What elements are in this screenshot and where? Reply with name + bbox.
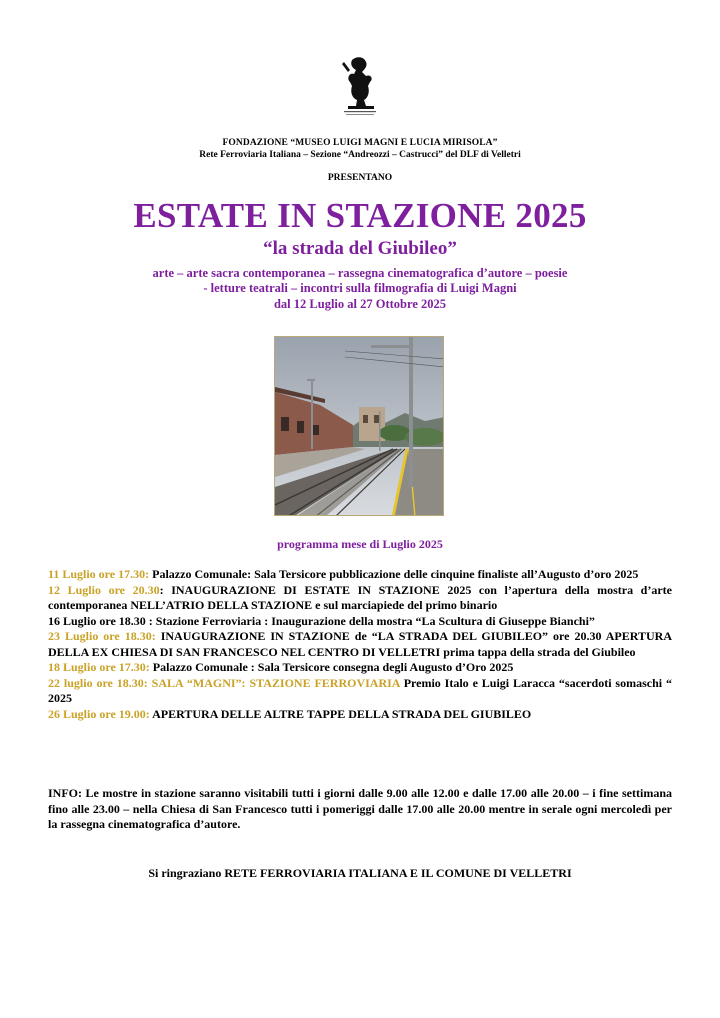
list-item — [48, 614, 672, 630]
station-photo — [274, 336, 444, 516]
event-title: ESTATE IN STAZIONE 2025 — [133, 196, 587, 235]
event-text: Premio Italo e Luigi Laracca “sacerdoti somaschi “ 2025 — [48, 675, 672, 705]
event-date: 26 Luglio ore 19.00: — [48, 706, 150, 721]
list-item — [48, 676, 672, 707]
list-item — [48, 629, 672, 660]
statue-logo-icon — [330, 52, 390, 118]
program-list — [48, 567, 672, 722]
event-subtitle: “la strada del Giubileo” — [263, 238, 457, 259]
event-text: APERTURA DELLE ALTRE TAPPE DELLA STRADA DEL GIUBILEO — [149, 706, 532, 721]
event-date: 18 Luglio ore 17.30: — [48, 660, 150, 674]
organizer-line-2: Rete Ferroviaria Italiana – Sezione “Andreozzi – Castrucci” del DLF di Velletri — [199, 150, 521, 160]
event-text: : INAUGURAZIONE DI ESTATE IN STAZIONE 2025 con l’apertura della mostra d’arte contemporanea NELL’ATRIO DELLA STAZIONE e sul marciapiede del primo binario — [48, 582, 672, 612]
event-description-line-2: - letture teatrali – incontri sulla filmografia di Luigi Magni — [203, 281, 517, 295]
event-date: 22 luglio ore 18.30: SALA “MAGNI”: STAZIONE FERROVIARIA — [48, 675, 400, 690]
event-text: 16 Luglio ore 18.30 : Stazione Ferroviaria : Inaugurazione della mostra “La Scultura di Giuseppe Bianchi” — [48, 613, 595, 628]
event-date: 11 Luglio ore 17.30: — [48, 567, 150, 581]
event-date: 23 Luglio ore 18.30: — [48, 629, 156, 643]
event-dates: dal 12 Luglio al 27 Ottobre 2025 — [273, 297, 446, 311]
list-item — [48, 660, 672, 676]
list-item — [48, 567, 672, 583]
program-title: programma mese di Luglio 2025 — [277, 537, 443, 551]
event-description-line-1: arte – arte sacra contemporanea – rassegna cinematografica d’autore – poesie — [152, 266, 568, 280]
foundation-logo — [326, 50, 394, 120]
event-text: Palazzo Comunale : Sala Tersicore consegna degli Augusto d’Oro 2025 — [149, 660, 514, 674]
organizer-line-1: FONDAZIONE “MUSEO LUIGI MAGNI E LUCIA MIRISOLA” — [222, 138, 498, 148]
event-text: Palazzo Comunale: Sala Tersicore pubblicazione delle cinquine finaliste all’Augusto d’oro 2025 — [149, 567, 639, 581]
event-date: 12 Luglio ore 20.30 — [48, 582, 160, 597]
info-paragraph: INFO: Le mostre in stazione saranno visitabili tutti i giorni dalle 9.00 alle 12.00 e dalle 17.00 alle 20.00 – i fine settimana fino alle 23.00 – nella Chiesa di San Francesco tutti i pomeriggi dalle 17.00 alle 20.00 mentre in serale ogni mercoledì per la rassegna cinematografica d’autore. — [48, 786, 672, 831]
presentano-label: PRESENTANO — [327, 173, 393, 183]
acknowledgements: Si ringraziano RETE FERROVIARIA ITALIANA E IL COMUNE DI VELLETRI — [148, 866, 572, 880]
list-item — [48, 583, 672, 614]
list-item — [48, 707, 672, 723]
event-text: INAUGURAZIONE IN STAZIONE de “LA STRADA DEL GIUBILEO” ore 20.30 APERTURA DELLA EX CHIESA DI SAN FRANCESCO NEL CENTRO DI VELLETRI prima tappa della strada del Giubileo — [48, 629, 672, 659]
